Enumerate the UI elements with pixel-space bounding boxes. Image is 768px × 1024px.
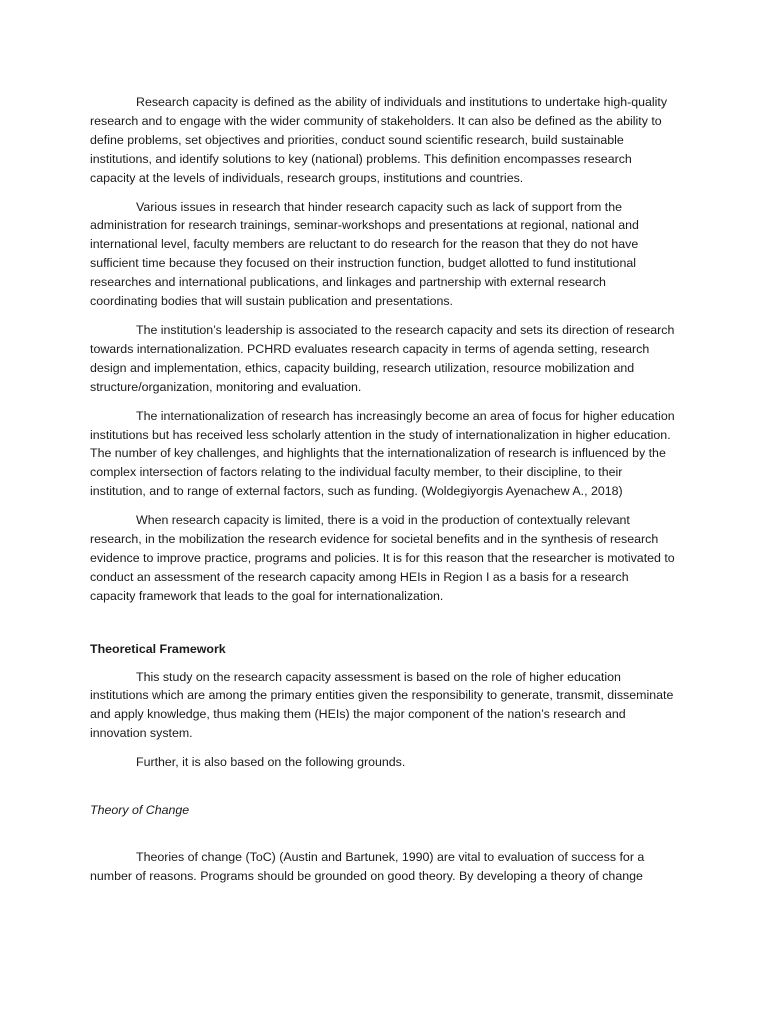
paragraph-framework-grounds: Further, it is also based on the following grounds.	[136, 755, 406, 770]
paragraph-framework-basis: This study on the research capacity assessment is based on the role of higher education institutions which are among the primary entities given the responsibility to generate, transmit, disseminate and apply knowledge, thus making them (HEIs) the major component of the nation’s research and innovation system.	[90, 669, 674, 741]
paragraph-research-capacity-definition: Research capacity is defined as the ability of individuals and institutions to undertake high-quality research and to engage with the wider community of stakeholders. It can also be defined as the ability to define problems, set objectives and priorities, conduct sound scientific research, build sustainable institutions, and identify solutions to key (national) problems. This definition encompasses research capacity at the levels of individuals, research groups, institutions and countries.	[90, 95, 668, 185]
heading-theory-of-change: Theory of Change	[90, 803, 190, 818]
paragraph-institution-leadership: The institution’s leadership is associated to the research capacity and sets its direction of research towards internationalization. PCHRD evaluates research capacity in terms of agenda setting, research design and implementation, ethics, capacity building, research utilization, resource mobilization and structure/organization, monitoring and evaluation.	[90, 322, 675, 394]
paragraph-internationalization: The internationalization of research has increasingly become an area of focus for higher education institutions but has received less scholarly attention in the study of internationalization in higher education. The number of key challenges, and highlights that the internationalization of research is influenced by the complex intersection of factors relating to the individual faculty member, to their discipline, to their institution, and to range of external factors, such as funding. (Woldegiyorgis Ayenachew A., 2018)	[90, 408, 675, 499]
heading-theoretical-framework: Theoretical Framework	[90, 641, 226, 656]
paragraph-research-issues: Various issues in research that hinder research capacity such as lack of support from the administration for research trainings, seminar-workshops and presentations at regional, national and international level, faculty members are reluctant to do research for the reason that they do not have sufficient time because they focused on their instruction function, budget allotted to fund institutional researches and international publications, and linkages and partnership with external research coordinating bodies that will sustain publication and presentations.	[90, 199, 639, 309]
paragraph-limited-capacity: When research capacity is limited, there is a void in the production of contextually relevant research, in the mobilization the research evidence for societal benefits and in the synthesis of research evidence to improve practice, programs and policies. It is for this reason that the researcher is motivated to conduct an assessment of the research capacity among HEIs in Region I as a basis for a research capacity framework that leads to the goal for internationalization.	[90, 513, 675, 603]
paragraph-theory-of-change: Theories of change (ToC) (Austin and Bartunek, 1990) are vital to evaluation of success for a number of reasons. Programs should be grounded on good theory. By developing a theory of change	[90, 850, 645, 883]
document-body	[90, 93, 676, 896]
